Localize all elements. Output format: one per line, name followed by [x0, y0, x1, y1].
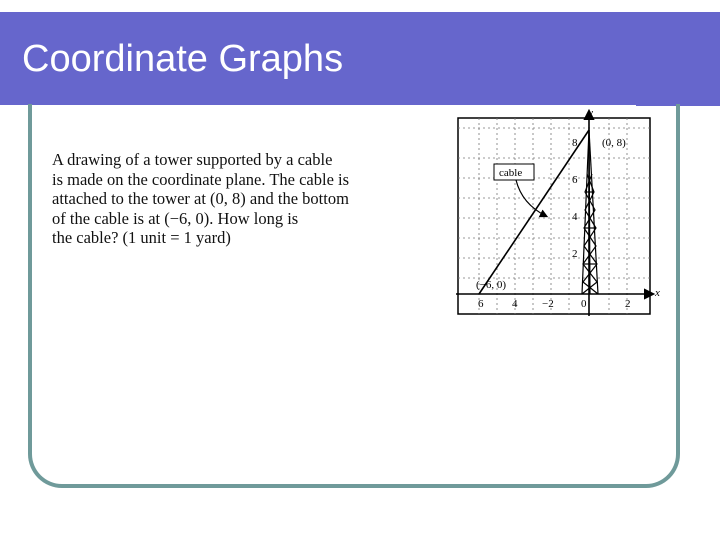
y-tick-label: 2: [572, 248, 578, 260]
tower-cable-figure: [452, 104, 668, 318]
y-axis-label: y: [588, 107, 593, 119]
x-tick-label: −2: [542, 298, 554, 310]
problem-line: of the cable is at (−6, 0). How long is: [52, 208, 299, 228]
callout-label: cable: [499, 167, 523, 179]
x-tick-label: 6: [478, 298, 484, 310]
problem-line: A drawing of a tower supported by a cable: [52, 150, 333, 169]
x-axis-label: x: [655, 287, 660, 299]
y-tick-label: 8: [572, 137, 578, 149]
y-tick-label: 6: [572, 174, 578, 186]
y-tick-label: 4: [572, 211, 578, 223]
problem-statement: [52, 150, 412, 248]
x-tick-label: 4: [512, 298, 518, 310]
problem-line: attached to the tower at (0, 8) and the bottom: [52, 189, 349, 208]
x-tick-label: 2: [625, 298, 631, 310]
point-label-bottom: (−6, 0): [476, 279, 507, 291]
problem-line: the cable? (1 unit = 1 yard): [52, 228, 231, 247]
x-tick-label: 0: [581, 298, 587, 310]
point-label-top: (0, 8): [602, 137, 626, 149]
slide-title: Coordinate Graphs: [22, 38, 344, 80]
problem-line: is made on the coordinate plane. The cable is: [52, 169, 350, 189]
title-bar: [0, 12, 720, 106]
